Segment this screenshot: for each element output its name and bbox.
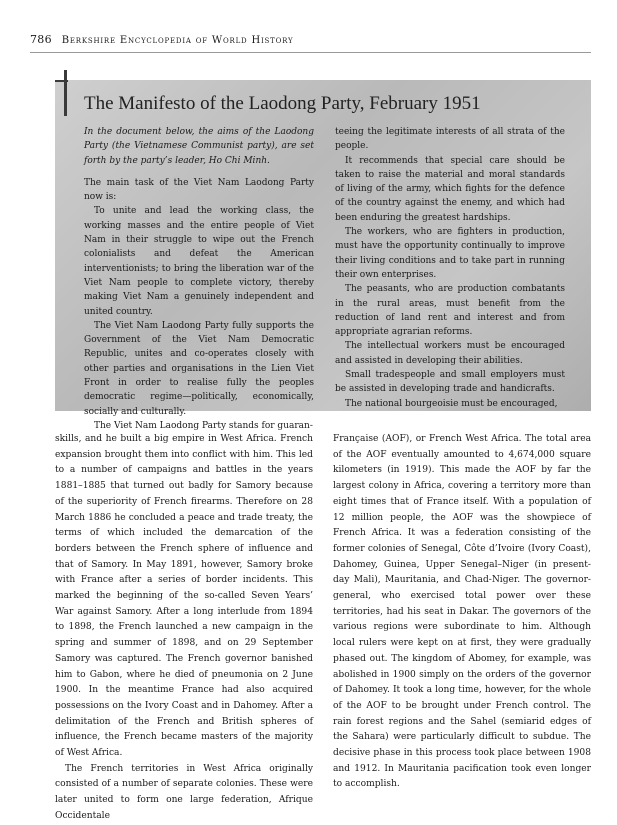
sidebar-paragraph: It recommends that special care should be taken to raise the material and moral standards of living of the army, which fights for the defence of the country against the enemy, and which had been enduring the greatest hardships. (335, 155, 565, 223)
sidebar-left-column (84, 125, 314, 433)
sidebar-accent-bar (64, 70, 67, 116)
body-paragraph: Française (AOF), or French West Africa. The total area of the AOF eventually amounted to 4,674,000 square kilometers (in 1919). This made the AOF by far the largest colony in Africa, covering a territory more than eight times that of France itself. With a population of 12 million people, the AOF was the showpiece of French Africa. It was a federation consisting of the former colonies of Senegal, Côte d’Ivoire (Ivory Coast), Dahomey, Guinea, Upper Senegal–Niger (in present-day Mali), Mauritania, and Chad-Niger. The governor-general, who exercised total power over these territories, had his seat in Dakar. The governors of the various regions were subordinate to him. Although local rulers were kept on at first, they were gradually phased out. The kingdom of Abomey, for example, was abolished in 1900 simply on the orders of the governor of Dahomey. It took a long time, however, for the whole of the AOF to be brought under French control. The rain forest regions and the Sahel (semiarid edges of the Sahara) were particularly difficult to subdue. The decisive phase in this process took place between 1908 and 1912. In Mauritania pacification took even longer to accomplish. (333, 434, 591, 790)
sidebar-accent-tick (55, 80, 68, 82)
body-paragraph: The French territories in West Africa originally consisted of a number of separate colonies. These were later united to form one large federation, Afrique Occidentale (55, 763, 313, 821)
sidebar-paragraph: The peasants, who are production combatants in the rural areas, must benefit from the reduction of land rent and interest and from appropriate agrarian reforms. (335, 284, 565, 338)
sidebar-paragraph: The main task of the Viet Nam Laodong Party now is: (84, 177, 314, 203)
sidebar-right-column (335, 125, 565, 433)
sidebar-paragraph: The national bourgeoisie must be encouraged, (345, 398, 558, 409)
sidebar-title: The Manifesto of the Laodong Party, February 1951 (84, 93, 481, 114)
sidebar-intro: In the document below, the aims of the Laodong Party (the Vietnamese Communist party), are set forth by the party’s leader, Ho Chi Minh. (84, 127, 314, 166)
page-number: 786 (30, 33, 52, 46)
header-rule (30, 52, 591, 53)
body-paragraph: skills, and he built a big empire in West Africa. French expansion brought them into conflict with him. This led to a number of campaigns and battles in the years 1881–1885 that turned out badly for Samory because of the superiority of French firearms. Therefore on 28 March 1886 he concluded a peace and trade treaty, the terms of which included the demarcation of the borders between the French sphere of influence and that of Samory. In May 1891, however, Samory broke with France after a series of border incidents. This marked the beginning of the so-called Seven Years’ War against Samory. After a long interlude from 1894 to 1898, the French launched a new campaign in the spring and summer of 1898, and on 29 September Samory was captured. The French governor banished him to Gabon, where he died of pneumonia on 2 June 1900. In the meantime France had also acquired possessions on the Ivory Coast and in Dahomey. After a delimitation of the French and British spheres of influence, the French became masters of the majority of West Africa. (55, 434, 313, 759)
body-columns (55, 432, 591, 825)
sidebar-box (55, 80, 591, 431)
sidebar-paragraph: The workers, who are fighters in production, must have the opportunity continually to improve their living conditions and to take part in running their own enterprises. (335, 227, 565, 280)
sidebar-paragraph: To unite and lead the working class, the working masses and the entire people of Viet Nam in their struggle to wipe out the French colonialists and defeat the American interventionists; to bring the liberation war of the Viet Nam people to complete victory, thereby making Viet Nam a genuinely independent and united country. (84, 206, 314, 317)
sidebar-columns (84, 125, 565, 433)
sidebar-paragraph: teeing the legitimate interests of all strata of the people. (335, 127, 565, 152)
body-left-column (55, 432, 313, 825)
sidebar-paragraph: Small tradespeople and small employers must be assisted in developing trade and handicrafts. (335, 370, 565, 395)
sidebar-paragraph: The Viet Nam Laodong Party fully supports the Government of the Viet Nam Democratic Republic, unites and co-operates closely with other parties and organisations in the Lien Viet Front in order to realise fully the peoples democratic regime—politically, economically, socially and culturally. (84, 320, 314, 417)
body-right-column (333, 432, 591, 825)
running-head (30, 33, 293, 46)
sidebar-paragraph: The intellectual workers must be encouraged and assisted in developing their abilities. (335, 341, 565, 366)
running-title: Berkshire Encyclopedia of World History (61, 35, 294, 46)
sidebar-paragraph: The Viet Nam Laodong Party stands for guaran- (94, 420, 313, 431)
